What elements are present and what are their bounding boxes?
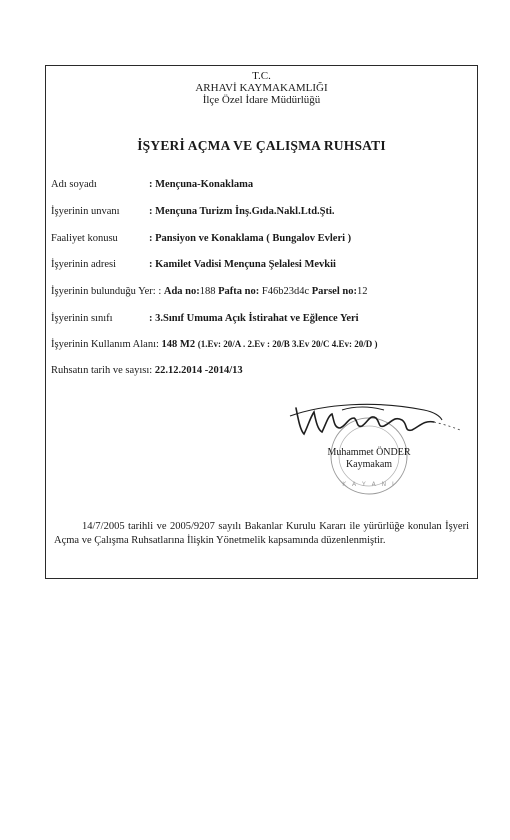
legal-note-text: 14/7/2005 tarihli ve 2005/9207 sayılı Bakanlar Kurulu Kararı ile yürürlüğe konulan İşyeri Açma ve Çalışma Ruhsatlarına İlişkin Yönetmelik kapsamında düzenlenmiştir. [54, 521, 469, 546]
field-parsel-value: 12 [356, 286, 368, 297]
signatory-name: Muhammet ÖNDER [327, 447, 411, 458]
field-title-value: : Mençuna Turizm İnş.Gıda.Nakl.Ltd.Şti. [149, 206, 335, 217]
field-activity-value: : Pansiyon ve Konaklama ( Bungalov Evleri ) [149, 233, 352, 244]
svg-text:K A Y A N I: K A Y A N I [342, 481, 396, 488]
field-name-label: Adı soyadı [51, 179, 97, 190]
field-class [51, 312, 359, 325]
document-title: İŞYERİ AÇMA VE ÇALIŞMA RUHSATI [137, 138, 386, 153]
field-license-value: 22.12.2014 -2014/13 [154, 365, 243, 376]
field-pafta-label: Pafta no: [218, 286, 260, 297]
field-ada-label: Ada no: [163, 286, 200, 297]
field-area [51, 338, 377, 351]
field-license-label: Ruhsatın tarih ve sayısı: [51, 365, 153, 376]
field-location-label: İşyerinin bulunduğu Yer: : [51, 286, 162, 297]
field-ada-value: 188 [199, 286, 216, 297]
field-name-value: : Mençuna-Konaklama [149, 179, 254, 190]
field-area-value: 148 M2 [161, 339, 196, 350]
header-authority: ARHAVİ KAYMAKAMLIĞI [195, 82, 328, 94]
header-directorate: İlçe Özel İdare Müdürlüğü [202, 94, 321, 106]
header-tc: T.C. [252, 70, 271, 82]
field-class-label: İşyerinin sınıfı [51, 313, 113, 324]
field-pafta-value: F46b23d4c [261, 286, 310, 297]
field-title [51, 205, 335, 218]
field-area-label: İşyerinin Kullanım Alanı: [51, 339, 159, 350]
field-activity [51, 232, 351, 245]
field-address [51, 258, 336, 271]
field-license [51, 364, 243, 377]
field-name [51, 178, 253, 191]
field-area-detail: (1.Ev: 20/A . 2.Ev : 20/B 3.Ev 20/C 4.Ev: 20/D ) [197, 339, 378, 349]
license-document [45, 65, 478, 579]
field-location [51, 285, 367, 298]
signatory-position: Kaymakam [345, 459, 393, 470]
field-class-value: : 3.Sınıf Umuma Açık İstirahat ve Eğlence Yeri [149, 313, 359, 324]
legal-note [54, 520, 469, 547]
field-title-label: İşyerinin unvanı [51, 206, 120, 217]
field-address-label: İşyerinin adresi [51, 259, 117, 270]
field-parsel-label: Parsel no: [311, 286, 357, 297]
field-address-value: : Kamilet Vadisi Mençuna Şelalesi Mevkii [149, 259, 336, 270]
field-activity-label: Faaliyet konusu [51, 233, 118, 244]
